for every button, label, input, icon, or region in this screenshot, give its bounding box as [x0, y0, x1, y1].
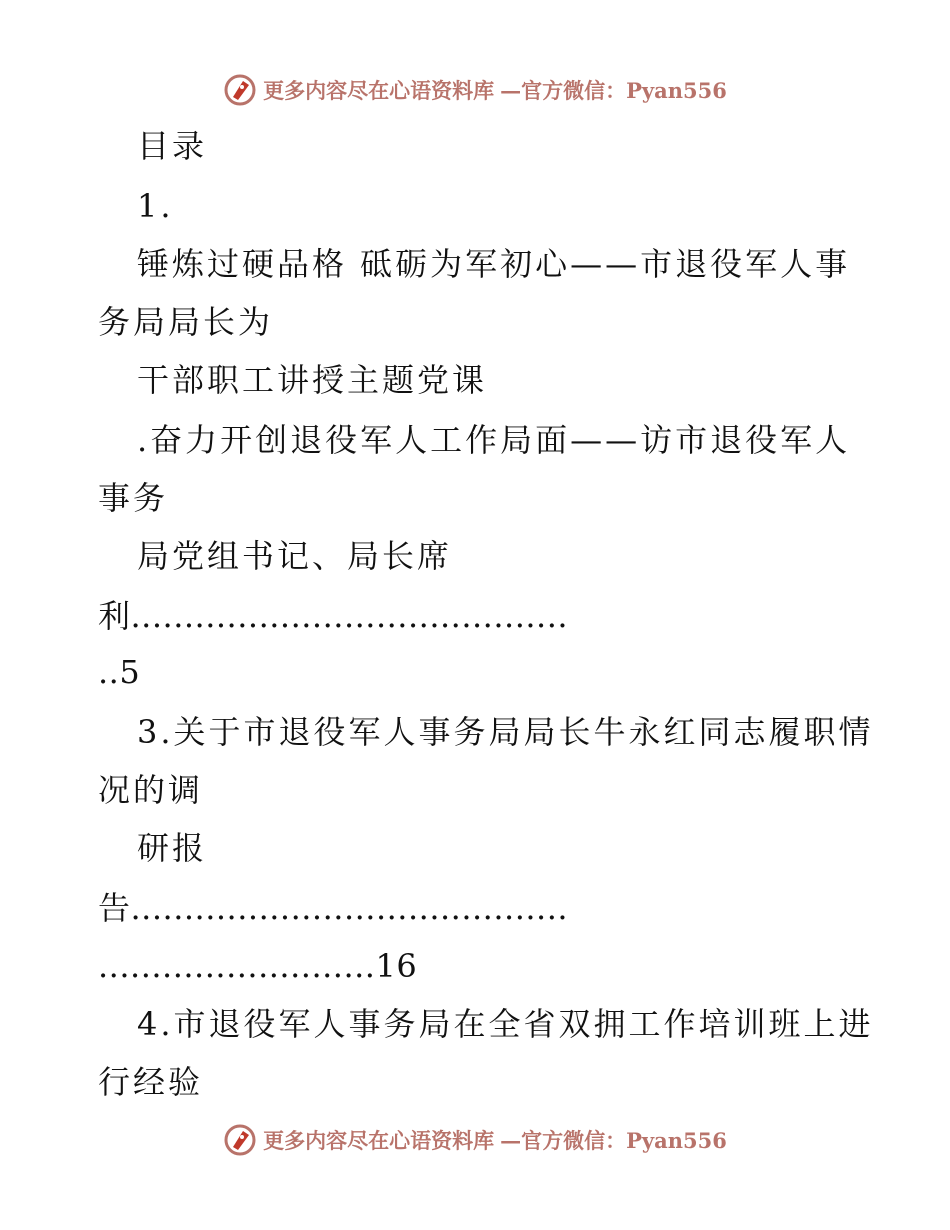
toc-item-1-line-2: 务局局长为	[98, 303, 274, 341]
toc-item-3-page: ..........................16	[98, 947, 418, 985]
toc-item-1-line-3: 干部职工讲授主题党课	[137, 361, 488, 399]
toc-item-3-line-3: 研报	[137, 829, 208, 867]
watermark-wechat: —官方微信：Pyan556	[500, 78, 727, 103]
pen-nib-logo-icon	[223, 1123, 257, 1157]
toc-item-3-leader: 告.........................................	[98, 889, 569, 927]
watermark-wechat: —官方微信：Pyan556	[500, 1128, 727, 1153]
toc-item-3-line-2: 况的调	[98, 771, 204, 809]
header-watermark	[0, 70, 950, 110]
pen-nib-logo-icon	[223, 73, 257, 107]
watermark-brand: 更多内容尽在心语资料库	[263, 78, 495, 103]
toc-item-3-line-1: 3.关于市退役军人事务局局长牛永红同志履职情	[137, 713, 874, 751]
toc-item-1-line-1: 锤炼过硬品格 砥砺为军初心——市退役军人事	[137, 245, 851, 283]
footer-watermark	[0, 1120, 950, 1160]
toc-item-2-line-1: .奋力开创退役军人工作局面——访市退役军人	[137, 421, 851, 459]
toc-item-4-line-2: 行经验	[98, 1063, 204, 1101]
toc-item-1-number: 1.	[137, 187, 174, 225]
watermark-brand: 更多内容尽在心语资料库	[263, 1128, 495, 1153]
toc-item-2-leader: 利.........................................	[98, 597, 569, 635]
toc-heading: 目录	[137, 127, 208, 165]
toc-item-2-line-3: 局党组书记、局长席	[137, 537, 453, 575]
toc-item-2-page: ..5	[98, 653, 141, 691]
toc-item-2-line-2: 事务	[98, 479, 169, 517]
toc-item-4-line-1: 4.市退役军人事务局在全省双拥工作培训班上进	[137, 1005, 874, 1043]
